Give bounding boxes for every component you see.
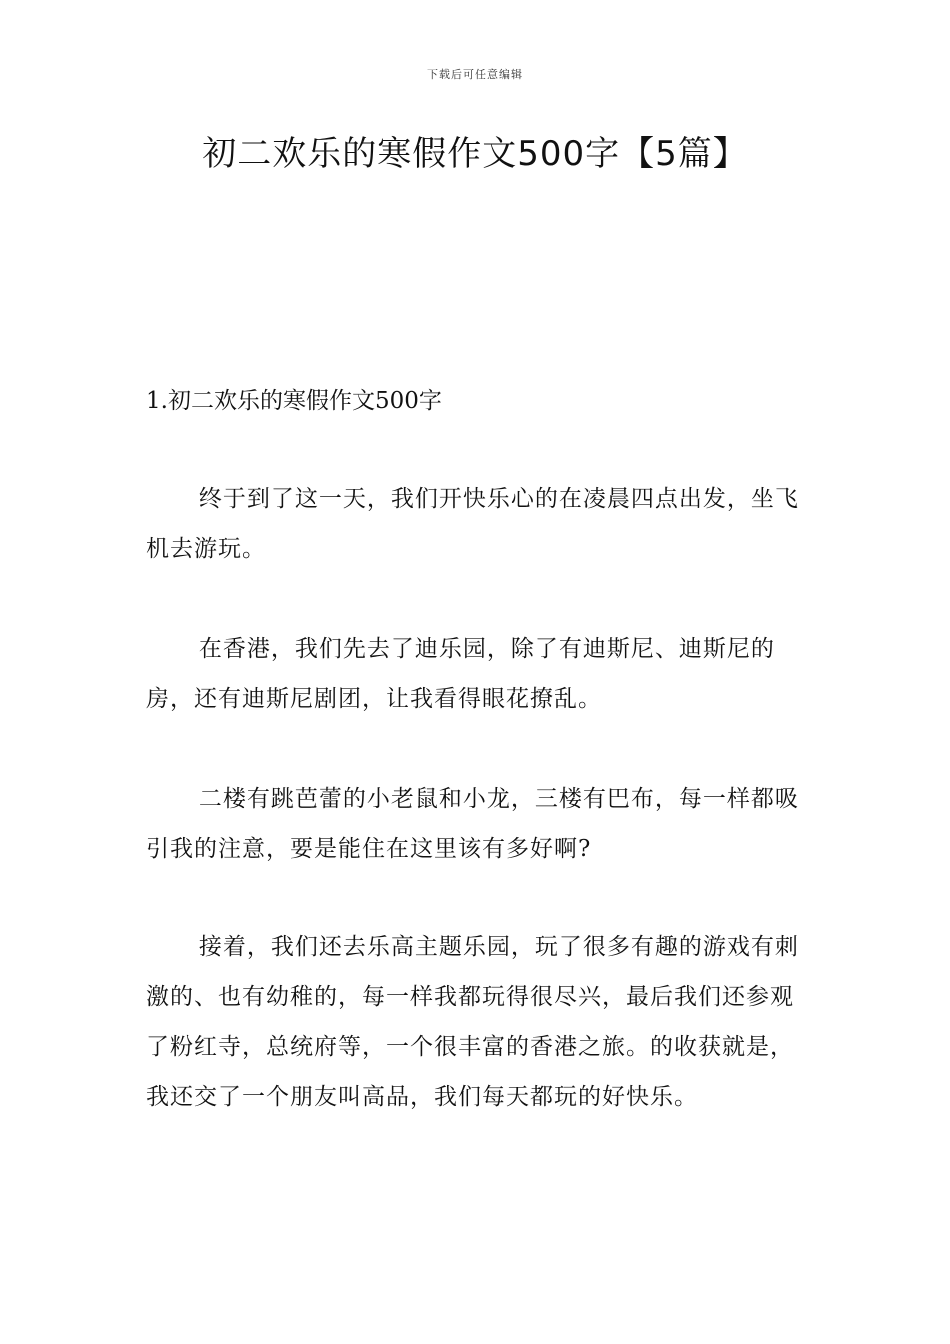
paragraph: 接着，我们还去乐高主题乐园，玩了很多有趣的游戏有刺激的、也有幼稚的，每一样我都玩得很尽兴，最后我们还参观了粉红寺，总统府等，一个很丰富的香港之旅。的收获就是，我还交了一个朋友叫高品，我们每天都玩的好快乐。 <box>146 934 799 1110</box>
paragraph: 在香港，我们先去了迪乐园，除了有迪斯尼、迪斯尼的房，还有迪斯尼剧团，让我看得眼花撩乱。 <box>146 636 775 712</box>
header-note: 下载后可任意编辑 <box>427 68 523 81</box>
paragraph: 终于到了这一天，我们开快乐心的在凌晨四点出发，坐飞机去游玩。 <box>146 486 799 562</box>
document-title: 初二欢乐的寒假作文500字【5篇】 <box>202 134 748 174</box>
section-heading: 1.初二欢乐的寒假作文500字 <box>146 388 442 414</box>
paragraph: 二楼有跳芭蕾的小老鼠和小龙，三楼有巴布，每一样都吸引我的注意，要是能住在这里该有多好啊? <box>146 786 799 862</box>
